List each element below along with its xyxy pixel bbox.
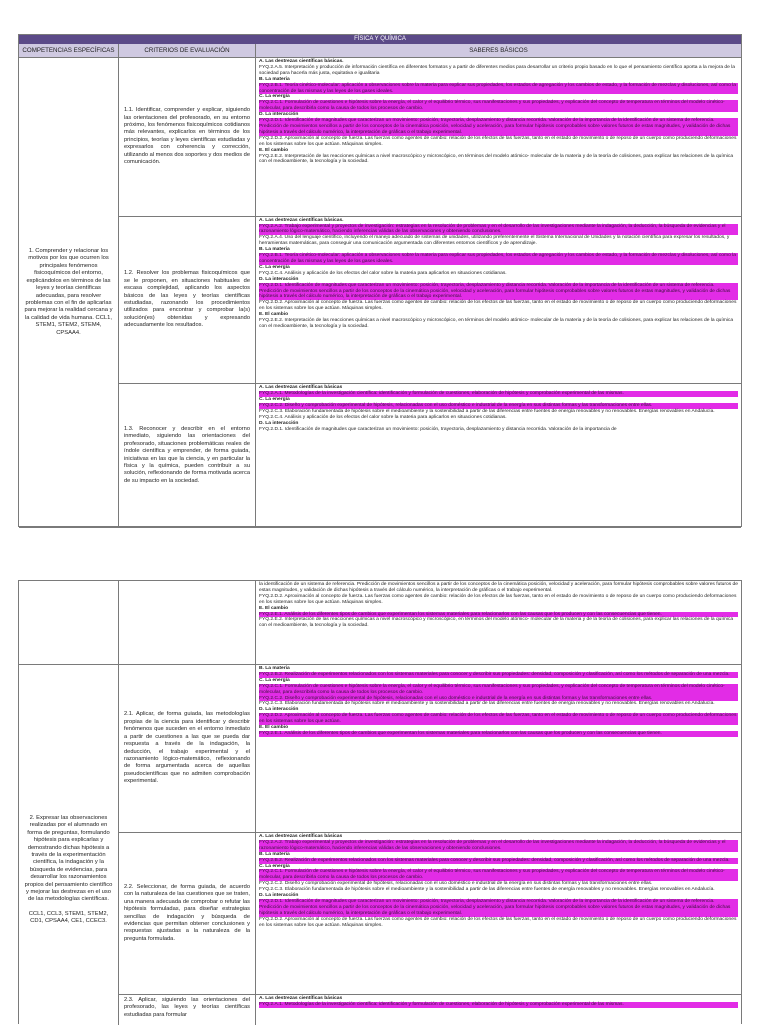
saber-section-heading: A. Las destrezas científicas básicas. — [259, 217, 344, 223]
saber-section-heading: E. El cambio — [259, 725, 289, 731]
saber-item: FYQ.2.B.1. Teoría cinético-molecular: aplicación a observaciones sobre la materia para explicar sus propiedades, los estados de agregación y los cambios de estado, y la formación de mezclas y disoluciones, así como la concentración de las mismas y las leyes de los gases ideales. — [259, 253, 736, 264]
saber-item: FYQ.2.C.3. Elaboración fundamentada de hipótesis sobre el medioambiente y la sostenibilidad a partir de las diferencias entre fuentes de energía renovables y no renovables. Energías renovables en Andalucía. — [259, 408, 715, 414]
criterio-rows — [119, 58, 741, 527]
saberes-cell — [256, 217, 741, 384]
criterio-cell — [119, 665, 256, 832]
saber-section-heading: B. La materia — [259, 247, 290, 253]
saber-section-heading: A. Las destrezas científicas básicas — [259, 996, 343, 1001]
competencia-codes: CCL1, CCL3, STEM1, STEM2, CD1, CPSAA4, CE1, CCEC3. — [28, 910, 109, 925]
saber-item: FYQ.2.D.2. Aproximación al concepto de fuerza. Las fuerzas como agentes de cambio: relación de los efectos de las fuerzas, tanto en el estado de movimiento o de reposo de un cuerpo como produciendo deformaciones en los sistemas sobre los que actúan. Máquinas simples. — [259, 300, 737, 312]
saber-section-heading: C. La energía — [259, 94, 290, 100]
saberes-cell — [256, 384, 741, 527]
criterio-row — [119, 217, 741, 385]
saber-item: FYQ.2.D.2. Aproximación al concepto de fuerza. Las fuerzas como agentes de cambio: relación de los efectos de las fuerzas, tanto en el estado de movimiento o de reposo de un cuerpo como produciendo deformaciones en los sistemas sobre los que actúan. Máquinas simples. — [259, 916, 737, 928]
saber-item: FYQ.2.E.1. Análisis de los diferentes tipos de cambios que experimentan los sistemas materiales para relacionarlos con las causas que los producen y con las consecuencias que tienen. — [259, 731, 738, 737]
header-criterios: CRITERIOS DE EVALUACIÓN — [119, 44, 256, 57]
saber-section-heading: B. La materia — [259, 851, 290, 857]
criterio-row — [119, 384, 741, 527]
saber-section-heading: D. La interacción — [259, 276, 299, 282]
saber-section-heading: B. La materia — [259, 666, 290, 671]
saber-section-heading: A. Las destrezas científicas básicas. — [259, 59, 344, 64]
saberes-cell — [256, 58, 741, 216]
saber-item: FYQ.2.A.5. Interpretación y producción de información científica en diferentes formatos y a partir de diferentes medios para desarrollar un criterio propio basado en lo que el pensamiento científico aporta a la mejora de la sociedad para hacerla más justa, equitativa e igualitaria — [259, 64, 736, 76]
saber-item: FYQ.2.D.1. Identificación de magnitudes que caracterizan un movimiento: posición, trayectoria, desplazamiento y distancia recorrida. Valoración de la importancia de la identificación de un sistema de referencia. Predicción de movimientos sencillos a partir de los conceptos de la cinemática posición, velocidad y aceleración, para formular hipótesis comprobables sobre valores futuros de estas magnitudes, y validación de dichas hipótesis a través del cálculo numérico, la interpretación de gráficas o el trabajo experimental. — [259, 118, 738, 136]
saber-item: FYQ.2.D.1. Identificación de magnitudes que caracterizan un movimiento: posición, trayectoria, desplazamiento y distancia recorrida. Valoración de la importancia de la identificación de un sistema de referencia. Predicción de movimientos sencillos a partir de los conceptos de la cinemática posición, velocidad y aceleración, para formular hipótesis comprobables sobre valores futuros de estas magnitudes, y validación de dichas hipótesis a través del cálculo numérico, la interpretación de gráficas o el trabajo experimental. — [259, 283, 738, 301]
criterio-cell — [119, 384, 256, 527]
saber-item: FYQ.2.C.2. Diseño y comprobación experimental de hipótesis, relacionadas con el uso doméstico e industrial de la energía en sus distintas formas y las transformaciones entre ellas. — [259, 403, 738, 409]
saberes-cell — [256, 833, 741, 994]
competencia-block-2 — [19, 665, 741, 1025]
criterio-text: 1.1. Identificar, comprender y explicar, siguiendo las orientaciones del profesorado, en su entorno próximo, los fenómenos fisicoquímicos cotidianos más relevantes, explicarlos en términos de los principios, teorías y leyes científicas estudiadas y expresarlos con coherencia y corrección, utilizando al menos dos soportes y dos medios de comunicación. — [124, 107, 250, 166]
saber-item: FYQ.2.B.1. Teoría cinético-molecular: aplicación a observaciones sobre la materia para explicar sus propiedades, los estados de agregación y los cambios de estado, y la formación de mezclas y disoluciones, así como la concentración de las mismas y las leyes de los gases ideales. — [259, 82, 736, 94]
saber-section-heading: D. La interacción — [259, 112, 299, 118]
continuation-block — [19, 581, 741, 665]
saber-section-heading: D. La interacción — [259, 420, 299, 426]
saber-item: FYQ.2.A.1. Metodologías de la investigación científica: identificación y formulación de cuestiones, elaboración de hipótesis y comprobación experimental de las mismas. — [259, 1002, 738, 1008]
saber-item: FYQ.2.A.2. Trabajo experimental y proyectos de investigación: estrategias en la resolución de problemas y en el desarrollo de las investigaciones mediante la indagación, la deducción, la búsqueda de evidencias y el razonamiento lógico-matemático, haciendo inferencias válidas de las observaciones y obteniendo conclusiones. — [259, 224, 738, 236]
criterio-text: 1.2. Resolver los problemas fisicoquímicos que se le proponen, en situaciones habituales de escasa complejidad, aplicando los aspectos básicos de las leyes y teorías científicas estudiadas, razonando los procedimientos utilizados para encontrar y comprobar la(s) solución(es) obtenidas y expresando adecuadamente los resultados. — [124, 270, 250, 329]
saber-item: FYQ.2.C.2. Diseño y comprobación experimental de hipótesis, relacionadas con el uso doméstico e industrial de la energía en sus distintas formas y las transformaciones entre ellas. — [259, 881, 653, 887]
saber-item: FYQ.2.D.2. Aproximación al concepto de fuerza. Las fuerzas como agentes de cambio: relación de los efectos de las fuerzas, tanto en el estado de movimiento o de reposo de un cuerpo como produciendo deformaciones en los sistemas sobre los que actúan. Máquinas simples. — [259, 135, 737, 147]
competencia-text: 2. Expresar las observaciones realizadas por el alumnado en forma de preguntas, formulando hipótesis para explicarlas y demostrando dichas hipótesis a través de la experimentación científica, la indagación y la búsqueda de evidencias, para desarrollar los razonamientos propios del pensamiento científico y mejorar las destrezas en el uso de las metodologías científicas. — [24, 815, 113, 903]
criterio-cell — [119, 833, 256, 994]
saber-item: FYQ.2.C.1. Formulación de cuestiones e hipótesis sobre la energía, el calor y el equilibrio térmico, sus manifestaciones y sus propiedades, y explicación del concepto de temperatura en términos del modelo cinético-molecular, para describirla como la causa de todos los procesos de cambio. — [259, 100, 738, 112]
saber-section-heading: E. El cambio — [259, 312, 289, 318]
saber-section-heading: B. La materia — [259, 76, 290, 82]
saber-item: FYQ.2.E.1. Análisis de los diferentes tipos de cambios que experimentan los sistemas materiales para relacionarlos con las causas que los producen y con las consecuencias que tienen. — [259, 612, 738, 618]
saber-section-heading: C. La energía — [259, 863, 290, 869]
saber-section-heading: E. El cambio — [259, 605, 289, 611]
criterio-row — [119, 58, 741, 217]
saber-item: FYQ.2.C.3. Elaboración fundamentada de hipótesis sobre el medioambiente y la sostenibilidad a partir de las diferencias entre fuentes de energía renovables y no renovables. Energías renovables en Andalucía. — [259, 701, 715, 707]
saber-section-heading: C. La energía — [259, 264, 290, 270]
saber-item: FYQ.2.C.4. Análisis y aplicación de los efectos del calor sobre la materia para aplicarlos en situaciones cotidianas. — [259, 270, 507, 276]
table-header — [19, 44, 741, 58]
saber-item: FYQ.2.A.2. Trabajo experimental y proyectos de investigación: estrategias en la resolución de problemas y en el desarrollo de las investigaciones mediante la indagación, la deducción, la búsqueda de evidencias y el razonamiento lógico-matemático, haciendo inferencias válidas de las observaciones y obteniendo conclusiones. — [259, 840, 738, 852]
criterio-cell — [119, 217, 256, 384]
criterio-row — [119, 995, 741, 1025]
document-page-2 — [18, 580, 742, 1024]
saber-section-heading: D. La interacción — [259, 707, 299, 713]
empty-criterio-cell — [119, 581, 256, 664]
saber-item: FYQ.2.D.1. Identificación de magnitudes que caracterizan un movimiento: posición, trayectoria, desplazamiento y distancia recorrida. Valoración de la importancia de la identificación de un sistema de referencia. Predicción de movimientos sencillos a partir de los conceptos de la cinemática posición, velocidad y aceleración, para formular hipótesis comprobables sobre valores futuros de estas magnitudes, y validación de dichas hipótesis a través del cálculo numérico, la interpretación de gráficas o el trabajo experimental. — [259, 899, 738, 917]
saber-item: FYQ.2.D.2. Aproximación al concepto de fuerza. Las fuerzas como agentes de cambio: relación de los efectos de las fuerzas, tanto en el estado de movimiento o de reposo de un cuerpo como produciendo deformaciones en los sistemas sobre los que actúan. — [259, 713, 737, 725]
header-competencias: COMPETENCIAS ESPECÍFICAS — [19, 44, 119, 57]
criterio-cell — [119, 995, 256, 1025]
criterio-text: 2.1. Aplicar, de forma guiada, las metodologías propias de la ciencia para identificar y describir fenómenos que suceden en el entorno inmediato a partir de cuestiones a las que se pueda dar respuesta a través de la indagación, la deducción, el trabajo experimental y el razonamiento lógico-matemático, reflexionando de forma argumentada acerca de aquellas pseudocientíficas que no admiten comprobación experimental. — [124, 711, 250, 785]
document-page-1 — [18, 34, 742, 527]
saber-item: FYQ.2.C.1. Formulación de cuestiones e hipótesis sobre la energía, el calor y el equilibrio térmico, sus manifestaciones y sus propiedades, y explicación del concepto de temperatura en términos del modelo cinético-molecular, para describirla como la causa de todos los procesos de cambio. — [259, 869, 738, 881]
saberes-continuation — [256, 581, 741, 664]
saber-item: FYQ.2.C.4. Análisis y aplicación de los efectos del calor sobre la materia para aplicarlos en situaciones cotidianas. — [259, 414, 507, 420]
saber-section-heading: D. La interacción — [259, 893, 299, 899]
saber-section-heading: A. Las destrezas científicas básicas — [259, 385, 343, 391]
saber-item: FYQ.2.E.2. Interpretación de las reacciones químicas a nivel macroscópico y microscópico, en términos del modelo atómico- molecular de la materia y de la teoría de colisiones, para explicar las relaciones de la química con el medioambiente, la tecnología y la sociedad. — [259, 318, 734, 329]
criterio-cell — [119, 58, 256, 216]
saber-section-heading: C. La energía — [259, 397, 290, 403]
table-title: FÍSICA Y QUÍMICA — [19, 35, 741, 44]
header-saberes: SABERES BÁSICOS — [469, 47, 528, 54]
saber-item: FYQ.2.B.2. Realización de experimentos relacionados con los sistemas materiales para conocer y describir sus propiedades: densidad, composición y clasificación, así como los métodos de separación de una mezcla. — [259, 858, 738, 864]
saber-item: FYQ.2.D.2. Aproximación al concepto de fuerza. Las fuerzas como agentes de cambio: relación de los efectos de las fuerzas, tanto en el estado de movimiento o de reposo de un cuerpo como produciendo deformaciones en los sistemas sobre los que actúan. Máquinas simples. — [259, 593, 737, 605]
competencia-block-1 — [19, 58, 741, 528]
saber-item: FYQ.2.A.4. Uso del lenguaje científico, incluyendo el manejo adecuado de sistemas de unidades, utilizando preferentemente el Sistema Internacional de Unidades y la notación científica para expresar los resultados, y herramientas matemáticas, para conseguir una comunicación argumentada con diferentes entornos científicos y de aprendizaje. — [259, 235, 730, 247]
saber-item: FYQ.2.C.1. Formulación de cuestiones e hipótesis sobre la energía, el calor y el equilibrio térmico, sus manifestaciones y sus propiedades, y explicación del concepto de temperatura en términos del modelo cinético-molecular, para describirla como la causa de todos los procesos de cambio. — [259, 684, 738, 696]
saber-item: FYQ.2.D.1. Identificación de magnitudes que caracterizan un movimiento: posición, trayectoria, desplazamiento y distancia recorrida. Valoración de la importancia de — [259, 426, 617, 432]
empty-competencia-cell — [19, 581, 119, 664]
criterio-text: 2.2. Seleccionar, de forma guiada, de acuerdo con la naturaleza de las cuestiones que se traten, una manera adecuada de comprobar o refutar las hipótesis formuladas, para diseñar estrategias sencillas de indagación y búsqueda de evidencias que permitan obtener conclusiones y respuestas ajustadas a la naturaleza de la pregunta formulada. — [124, 883, 250, 942]
criterio-row — [119, 665, 741, 833]
saber-item: FYQ.2.E.2. Interpretación de las reacciones químicas a nivel macroscópico y microscópico, en términos del modelo atómico- molecular de la materia y de la teoría de colisiones, para explicar las relaciones de la química con el medioambiente, la tecnología y la sociedad. — [259, 617, 734, 629]
saberes-cell — [256, 995, 741, 1025]
criterio-row — [119, 833, 741, 995]
saber-item: FYQ.2.C.2. Diseño y comprobación experimental de hipótesis, relacionadas con el uso doméstico e industrial de la energía en sus distintas formas y las transformaciones entre ellas. — [259, 696, 738, 702]
criterio-rows — [119, 665, 741, 1025]
saber-section-heading: C. La energía — [259, 677, 290, 683]
saberes-cell — [256, 665, 741, 832]
competencia-text: 1. Comprender y relacionar los motivos por los que ocurren los principales fenómenos fisicoquímicos del entorno, explicándolos en términos de las leyes y teorías científicas adecuadas, para resolver problemas con el fin de aplicarlas para mejorar la realidad cercana y la calidad de vida humana. CCL1, STEM1, STEM2, STEM4, CPSAA4. — [24, 248, 113, 336]
saber-section-heading: A. Las destrezas científicas básicas — [259, 834, 343, 839]
saber-section-heading: E. El cambio — [259, 147, 289, 153]
saber-item: FYQ.2.B.2. Realización de experimentos relacionados con los sistemas materiales para conocer y describir sus propiedades: densidad, composición y clasificación, así como los métodos de separación de una mezcla. — [259, 672, 738, 678]
competencia-cell — [19, 665, 119, 1025]
competencia-cell — [19, 58, 119, 527]
criterio-text: 2.3. Aplicar, siguiendo las orientaciones del profesorado, las leyes y teorías científicas estudiadas para formular — [124, 997, 250, 1018]
saber-item: la identificación de un sistema de referencia. Predicción de movimientos sencillos a partir de los conceptos de la cinemática posición, velocidad y aceleración, para formular hipótesis comprobables sobre valores futuros de estas magnitudes, y validación de dichas hipótesis a través del cálculo numérico, la interpretación de gráficas o el trabajo experimental. — [259, 582, 738, 593]
criterio-text: 1.3. Reconocer y describir en el entorno inmediato, siguiendo las orientaciones del profesorado, situaciones problemáticas reales de índole científica y emprender, de forma guiada, iniciativas en las que la ciencia, y en particular la física y la química, pueden contribuir a su solución, reflexionando de forma motivada acerca de su impacto en la sociedad. — [124, 426, 250, 484]
saber-item: FYQ.2.C.3. Elaboración fundamentada de hipótesis sobre el medioambiente y la sostenibilidad a partir de las diferencias entre fuentes de energía renovables y no renovables. Energías renovables en Andalucía. — [259, 887, 715, 893]
saber-item: FYQ.2.E.2. Interpretación de las reacciones químicas a nivel macroscópico y microscópico, en términos del modelo atómico- molecular de la materia y de la teoría de colisiones, para explicar las relaciones de la química con el medioambiente, la tecnología y la sociedad. — [259, 153, 734, 165]
saber-item: FYQ.2.A.1. Metodologías de la investigación científica: identificación y formulación de cuestiones, elaboración de hipótesis y comprobación experimental de las mismas. — [259, 391, 738, 397]
